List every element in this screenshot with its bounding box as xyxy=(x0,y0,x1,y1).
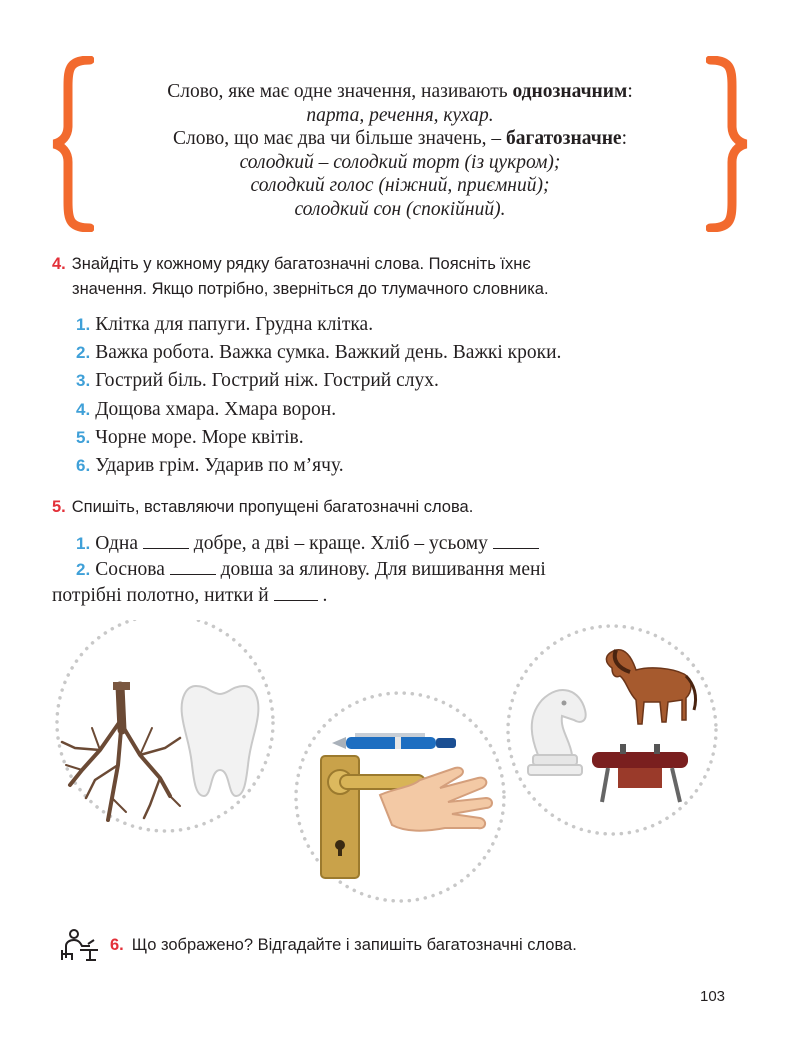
task-4-number: 4. xyxy=(52,255,66,273)
term-unambiguous: однозначним xyxy=(512,81,628,102)
rule-example-2: солодкий – солодкий торт (із цукром); xyxy=(239,151,561,173)
task-4-list xyxy=(76,311,561,480)
blank-line xyxy=(143,532,189,549)
pommel-horse-icon xyxy=(592,744,688,802)
rule-example-3: солодкий голос (ніжний, приємний); xyxy=(250,175,550,196)
exercise-line-3: потрібні полотно, нитки й . xyxy=(52,585,328,606)
page-number: 103 xyxy=(700,988,726,1005)
writing-student-icon xyxy=(60,928,100,962)
root-icon xyxy=(62,686,180,820)
root-top xyxy=(113,682,130,690)
rule-text xyxy=(95,80,705,221)
exercise-line-2: 2. Соснова довша за ялинову. Для вишивання мені xyxy=(76,559,546,580)
blank-line xyxy=(493,532,539,549)
rule-line-3: Слово, що має два чи більше значень, – багатозначне: xyxy=(172,128,628,149)
horse-icon xyxy=(606,650,695,724)
chess-knight-icon xyxy=(528,690,586,775)
list-item: 4. Дощова хмара. Хмара ворон. xyxy=(76,398,337,420)
task-5-number: 5. xyxy=(52,498,66,516)
list-item: 2. Важка робота. Важка сумка. Важкий день. Важкі кроки. xyxy=(76,342,562,364)
task-5-instruction: 5. Спишіть, вставляючи пропущені багатозначні слова. xyxy=(52,498,474,516)
tooth-icon xyxy=(182,686,259,796)
list-item: 6. Ударив грім. Ударив по м’ячу. xyxy=(76,455,344,477)
rule-example-4: солодкий сон (спокійний). xyxy=(294,198,506,220)
task-4-instruction: 4. Знайдіть у кожному рядку багатозначні слова. Поясніть їхнє значення. Якщо потрібно, зверніться до тлумачного словника. xyxy=(52,255,549,298)
list-item: 3. Гострий біль. Гострий ніж. Гострий слух. xyxy=(76,370,439,392)
rule-example-1: парта, речення, кухар. xyxy=(306,104,494,126)
task-6-instruction: 6. Що зображено? Відгадайте і запишіть багатозначні слова. xyxy=(60,928,577,962)
list-item: 1. Клітка для папуги. Грудна клітка. xyxy=(76,314,374,335)
rule-box xyxy=(40,48,760,238)
blank-line xyxy=(170,558,216,575)
term-polysemous: багатозначне xyxy=(505,128,622,149)
right-brace-icon xyxy=(706,56,748,232)
blank-line xyxy=(274,584,318,601)
task-6-number: 6. xyxy=(110,936,124,954)
task-5-exercise xyxy=(52,531,752,609)
exercise-line-1: 1. Одна добре, а дві – краще. Хліб – усьому xyxy=(52,531,752,557)
pen-icon xyxy=(332,733,456,749)
rule-line-1: Слово, яке має одне значення, називають однозначним: xyxy=(167,81,633,102)
riddle-pictures xyxy=(0,620,800,920)
list-item: 5. Чорне море. Море квітів. xyxy=(76,426,304,448)
left-brace-icon xyxy=(52,56,94,232)
